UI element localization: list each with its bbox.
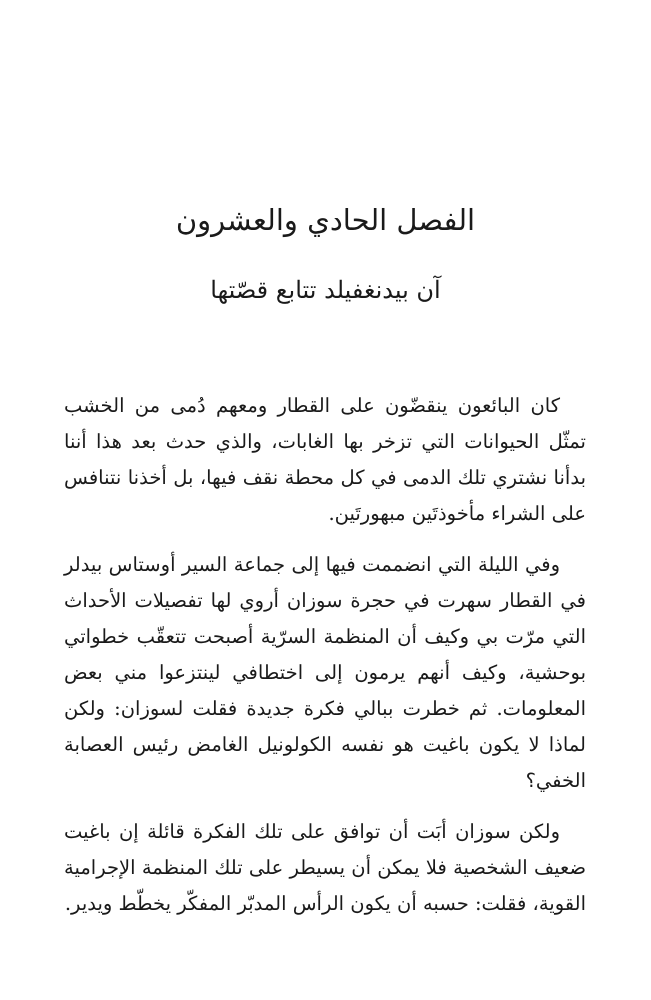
paragraph-2: وفي الليلة التي انضممت فيها إلى جماعة السير أوستاس بيدلر في القطار سهرت في حجرة سوزان أروي لها تفصيلات الأحداث التي مرّت بي وكيف أن المنظمة السرّية أصبحت تتعقّب خطواتي بوحشية، وكيف أنهم يرمون إلى اختطافي لينتزعوا مني بعض المعلومات. ثم خطرت ببالي فكرة جديدة فقلت لسوزان: ولكن لماذا لا يكون باغيت هو نفسه الكولونيل الغامض رئيس العصابة الخفي؟ (64, 553, 586, 792)
paragraph-3: ولكن سوزان أبَت أن توافق على تلك الفكرة قائلة إن باغيت ضعيف الشخصية فلا يمكن أن يسيطر على تلك المنظمة الإجرامية القوية، فقلت: حسبه أن يكون الرأس المدبّر المفكّر يخطّط ويدير. (64, 820, 586, 915)
paragraph-1: كان البائعون ينقضّون على القطار ومعهم دُمى من الخشب تمثّل الحيوانات التي تزخر بها الغابات، والذي حدث بعد هذا أننا بدأنا نشتري تلك الدمى في كل محطة نقف فيها، بل أخذنا نتنافس على الشراء مأخوذتَين مبهورتَين. (64, 394, 586, 525)
chapter-subtitle: آن بيدنغفيلد تتابع قصّتها (210, 276, 441, 304)
body-text (64, 388, 586, 937)
chapter-title: الفصل الحادي والعشرون (175, 203, 476, 237)
